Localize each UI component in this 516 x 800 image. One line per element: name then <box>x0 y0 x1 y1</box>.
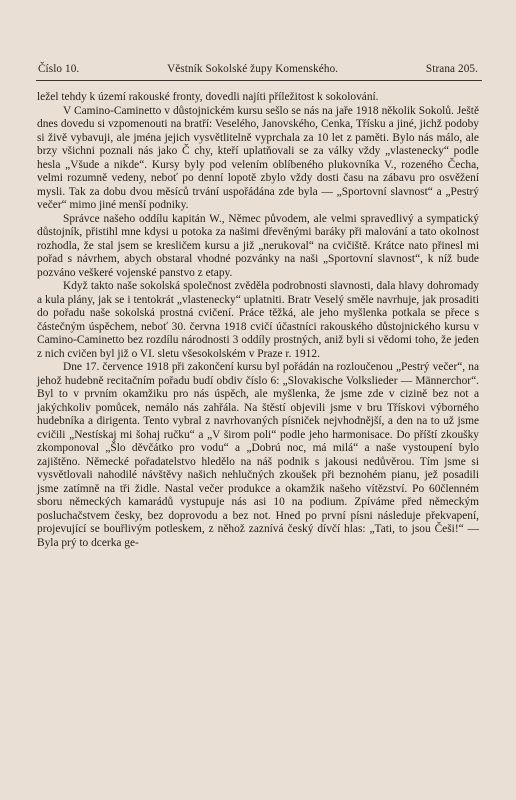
issue-number: Číslo 10. <box>38 63 80 75</box>
paragraph: Správce našeho oddílu kapitán W., Němec původem, ale velmi spravedlivý a sympatický důstojník, přistihl mne kdysi u potoka za našimi dřevěnými baráky při malování a tato okolnost rozhodla, že stal jsem se kresličem kursu a již „nerukoval“ na cvičiště. Krátce nato přinesl mi pořad s návrhem, abych obstaral vhodné pozvánky na naši „Sportovní slavnost“, k níž bude pozváno veškeré vojenské panstvo z etapy. <box>37 212 479 279</box>
article-body <box>37 91 479 550</box>
journal-title: Věstník Sokolské župy Komenského. <box>167 63 339 75</box>
paragraph: V Camino-Caminetto v důstojnickém kursu sešlo se nás na jaře 1918 několik Sokolů. Ještě dnes dovedu si vzpomenouti na bratří: Veselého, Janovského, Cenka, Třísku a jiné, jichž podoby si živě vybavuji, ale jména jejich vysvětlitelně vyprchala za 10 let z paměti. Bylo nás málo, ale brzy všichni poznali nás jako Č chy, kteří uplatňovali se za války vždy „vlastenecky“ podle hesla „Všude a nikde“. Kursy byly pod velením oblíbeného plukovníka V., rozeného Čecha, velmi rozumně vedeny, neboť po denní lopotě zbylo vždy dosti času na zábavu pro osvěžení mysli. Tak za dobu dvou měsíců trvání uspořádána zde byla — „Sportovní slavnost“ a „Pestrý večer“ mimo jiné menší podniky. <box>37 104 479 211</box>
page-number: Strana 205. <box>425 63 478 75</box>
running-header <box>38 62 478 76</box>
paragraph: ležel tehdy k území rakouské fronty, dovedli najíti příležitost k sokolování. <box>37 91 379 103</box>
header-rule <box>36 80 482 81</box>
paragraph: Dne 17. července 1918 při zakončení kursu byl pořádán na rozloučenou „Pestrý večer“, na jehož hudebně recitačním pořadu budí obdiv číslo 6: „Slovakische Volkslieder — Männerchor“. Byl to v prvním okamžiku pro nás úspěch, ale myšlenka, že jsme zde v cizině bez not a jakýchkoliv pomůcek, nemálo nás zahřála. Na štěstí objevili jsme v bru Třískovi výborného hudebníka a dirigenta. Tento vybral z navrhovaných písniček nejvhodnější, a den na to už jsme cvičili „Nestískaj mi šohaj ručku“ a „V širom poli“ podle jeho harmonisace. Do příští zkoušky zkomponoval „Šlo děvčátko pro vodu“ a „Dobrú noc, má milá“ a naše vystoupení bylo zajištěno. Německé pořadatelstvo hledělo na náš podnik s jakousi nedůvěrou. Tím jsme si vysvětlovali nahodilé návštěvy našich nehlučných zkoušek při beznohém pianu, jež posadili jsme zatímně na tři židle. Nastal večer produkce a okamžik našeho vítězství. Po 60členném sboru německých kamarádů vystupuje nás asi 10 na podium. Zpíváme před německým posluchačstvem česky, bez doprovodu a bez not. Hned po první písni následuje překvapení, projevující se bouřlivým potleskem, z něhož zaznívá český dívčí hlas: „Tati, to jsou Češi!“ — Byla prý to dcerka ge- <box>37 361 479 549</box>
paragraph: Když takto naše sokolská společnost zvěděla podrobnosti slavnosti, dala hlavy dohromady a kula plány, jak se i tentokrát „vlastenecky“ uplatniti. Bratr Veselý směle navrhuje, jak prosaditi do pořadu naše sokolská prostná cvičení. Práce těžká, ale jeho myšlenka potkala se přece s částečným úspěchem, neboť 30. června 1918 cvičí účastníci rakouského důstojnického kursu v Camino-Caminetto bez rozdílu národnosti 3 oddíly prostných, aniž byli si vědomi toho, že jeden z nich cvičen byl již o VI. sletu všesokolském v Praze r. 1912. <box>37 280 479 360</box>
